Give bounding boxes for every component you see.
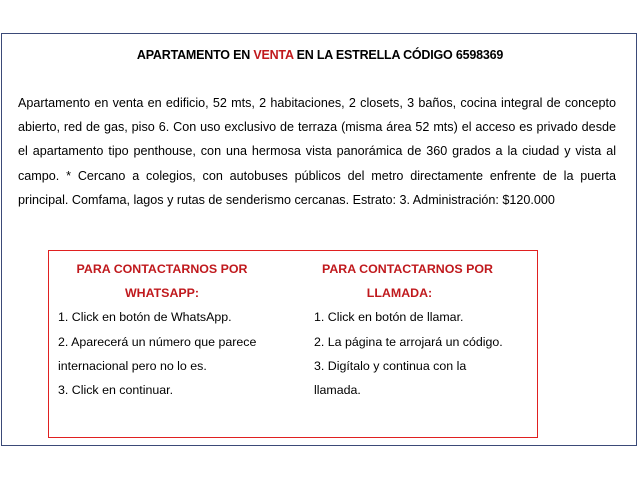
call-heading xyxy=(314,257,522,305)
call-heading-line-2: LLAMADA: xyxy=(366,286,433,301)
contact-instructions-box xyxy=(48,250,538,438)
listing-description: Apartamento en venta en edificio, 52 mts, 2 habitaciones, 2 closets, 3 baños, cocina integral de concepto abierto, red de gas, piso 6. Con uso exclusivo de terraza (misma área 52 mts) el acceso es privado desde el apartamento tipo penthouse, con una hermosa vista panorámica de 360 grados a la ciudad y vista al campo. * Cercano a colegios, con autobuses públicos del metro directamente enfrente de la puerta principal. Comfama, lagos y rutas de senderismo cercanas. Estrato: 3. Administración: $120.000 xyxy=(18,96,616,207)
call-step-3: 3. Digítalo y continua con la llamada. xyxy=(314,358,467,398)
call-instructions xyxy=(314,257,514,402)
whatsapp-heading xyxy=(58,257,266,305)
whatsapp-heading-line-2: WHATSAPP: xyxy=(124,286,200,301)
whatsapp-step-2: 2. Aparecerá un número que parece internacional pero no lo es. xyxy=(58,334,257,373)
whatsapp-step-3: 3. Click en continuar. xyxy=(58,383,174,398)
call-heading-line-1: PARA CONTACTARNOS POR xyxy=(322,262,493,276)
title-part-2: EN LA ESTRELLA CÓDIGO 6598369 xyxy=(293,48,504,62)
listing-title xyxy=(2,48,638,62)
call-step-1: 1. Click en botón de llamar. xyxy=(314,310,464,325)
whatsapp-instructions xyxy=(58,257,283,402)
call-step-2: 2. La página te arrojará un código. xyxy=(314,334,503,349)
listing-frame xyxy=(1,33,637,446)
title-highlight: VENTA xyxy=(253,48,294,62)
whatsapp-heading-line-1: PARA CONTACTARNOS POR xyxy=(76,262,248,276)
title-part-1: APARTAMENTO EN xyxy=(136,48,254,62)
whatsapp-step-1: 1. Click en botón de WhatsApp. xyxy=(58,310,232,325)
